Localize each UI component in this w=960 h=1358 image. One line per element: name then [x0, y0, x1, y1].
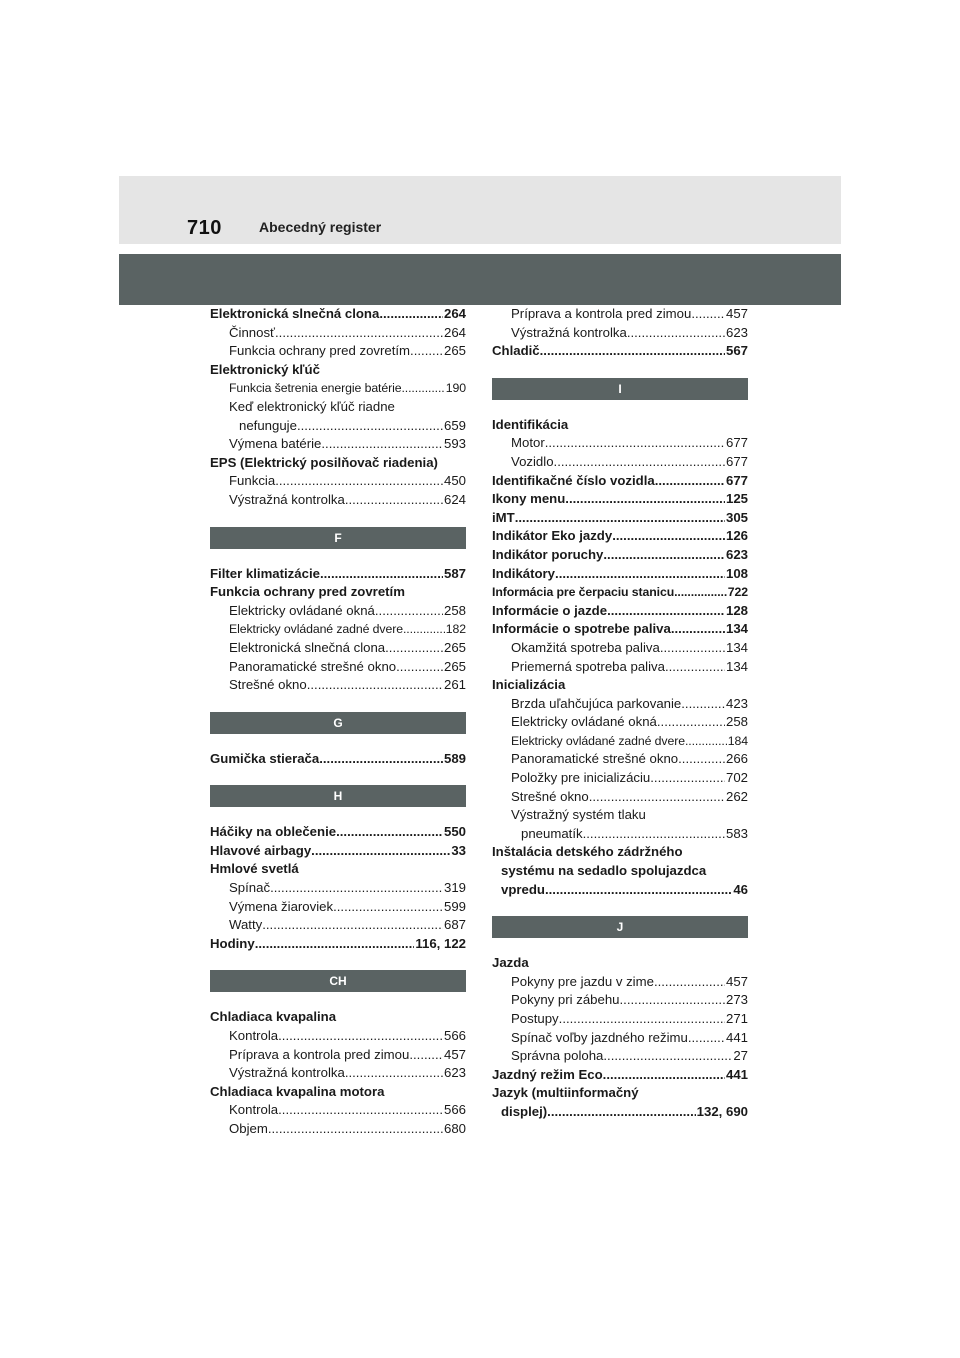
index-entry	[210, 750, 466, 769]
dot-leader	[545, 434, 725, 453]
dot-leader	[589, 788, 725, 807]
entry-label: iMT	[492, 509, 515, 525]
index-entry	[492, 583, 748, 602]
index-entry	[492, 620, 748, 639]
dot-leader	[671, 620, 725, 639]
entry-label: Príprava a kontrola pred zimou	[229, 1046, 410, 1062]
entry-label: Výstražná kontrolka	[511, 324, 627, 340]
index-entry	[210, 417, 466, 436]
entry-page-number: 134	[725, 639, 748, 655]
index-entry	[492, 713, 748, 732]
dot-leader	[345, 491, 443, 510]
entry-label: nefunguje	[239, 417, 297, 433]
entry-label: displej)	[501, 1103, 548, 1119]
section-header: F	[210, 527, 466, 549]
dot-leader	[603, 1047, 732, 1066]
dot-leader	[559, 1010, 725, 1029]
index-entry	[210, 1101, 466, 1120]
index-entry	[210, 324, 466, 343]
index-heading: Jazyk (multiinformačný	[492, 1085, 639, 1101]
entry-label: Elektricky ovládané okná	[229, 602, 375, 618]
entry-label: Panoramatické strešné okno	[229, 658, 397, 674]
entry-page-number: 623	[725, 324, 748, 340]
entry-page-number: 258	[725, 714, 748, 730]
dot-leader	[515, 509, 725, 528]
index-entry	[492, 527, 748, 546]
entry-label: Správna poloha	[511, 1048, 604, 1064]
dot-leader	[278, 1027, 443, 1046]
dot-leader	[333, 898, 443, 917]
entry-label: Výmena žiaroviek	[229, 898, 334, 914]
dot-leader	[688, 1029, 725, 1048]
dot-leader	[385, 639, 443, 658]
index-entry	[210, 1120, 466, 1139]
entry-page-number: 702	[725, 770, 748, 786]
entry-label: Výstražná kontrolka	[229, 1065, 345, 1081]
entry-page-number: 261	[443, 677, 466, 693]
index-entry	[492, 324, 748, 343]
section-header: I	[492, 378, 748, 400]
entry-page-number: 623	[443, 1065, 466, 1081]
index-entry	[492, 788, 748, 807]
entry-page-number: 457	[443, 1046, 466, 1062]
entry-page-number: 262	[725, 788, 748, 804]
index-column-right	[492, 305, 748, 1122]
dot-leader	[401, 379, 444, 398]
entry-page-number: 116, 122	[415, 935, 466, 951]
entry-label: Funkcia	[229, 473, 276, 489]
entry-label: Indikátory	[492, 565, 556, 581]
entry-label: Gumička stierača	[210, 750, 320, 766]
entry-page-number: 599	[443, 898, 466, 914]
index-entry	[492, 881, 748, 900]
entry-page-number: 33	[451, 842, 466, 858]
entry-page-number: 457	[725, 973, 748, 989]
entry-label: Elektronická slnečná clona	[210, 306, 380, 321]
dot-leader	[262, 916, 443, 935]
entry-page-number: 271	[725, 1011, 748, 1026]
index-entry	[492, 565, 748, 584]
index-entry	[492, 769, 748, 788]
index-entry	[210, 602, 466, 621]
entry-label: Informácie o spotrebe paliva	[492, 621, 671, 637]
section-header: G	[210, 712, 466, 734]
index-heading: Chladiaca kvapalina	[210, 1009, 337, 1025]
index-entry	[492, 509, 748, 528]
dot-leader	[665, 658, 725, 677]
entry-page-number: 125	[725, 491, 748, 507]
entry-page-number: 126	[725, 528, 748, 544]
index-entry	[492, 695, 748, 714]
section-header: J	[492, 916, 748, 938]
dot-leader	[321, 435, 443, 454]
entry-label: Pokyny pri zábehu	[511, 992, 620, 1008]
dot-leader	[311, 842, 450, 861]
dot-leader	[650, 769, 725, 788]
index-heading: Elektronický kľúč	[210, 361, 320, 377]
index-entry	[492, 825, 748, 844]
entry-page-number: 623	[725, 546, 748, 562]
entry-page-number: 423	[725, 695, 748, 711]
dot-leader	[547, 1103, 695, 1122]
dot-leader	[270, 879, 443, 898]
entry-label: Výstražná kontrolka	[229, 491, 345, 507]
entry-label: Brzda uľahčujúca parkovanie	[511, 695, 682, 711]
entry-label: Panoramatické strešné okno	[511, 751, 679, 767]
entry-page-number: 273	[725, 992, 748, 1008]
entry-page-number: 264	[443, 324, 466, 340]
entry-page-number: 441	[725, 1066, 748, 1082]
entry-page-number: 441	[725, 1029, 748, 1045]
dot-leader	[275, 324, 443, 343]
entry-label: Položky pre inicializáciu	[511, 770, 651, 786]
index-column-left	[210, 305, 466, 1139]
entry-page-number: 677	[725, 435, 748, 451]
entry-label: Priemerná spotreba paliva	[511, 658, 665, 674]
index-entry	[492, 1010, 748, 1029]
dot-leader	[685, 732, 727, 751]
index-entry	[492, 546, 748, 565]
entry-label: Identifikačné číslo vozidla	[492, 472, 655, 488]
entry-page-number: 182	[445, 622, 466, 637]
entry-label: pneumatík	[521, 825, 583, 841]
entry-page-number: 566	[443, 1028, 466, 1044]
index-entry	[210, 342, 466, 361]
dot-leader	[336, 823, 443, 842]
index-heading: Inštalácia detského zádržného	[492, 844, 683, 860]
index-heading: EPS (Elektrický posilňovač riadenia)	[210, 454, 438, 470]
entry-label: Motor	[511, 435, 545, 451]
index-entry	[492, 434, 748, 453]
index-entry	[492, 658, 748, 677]
entry-label: Indikátor Eko jazdy	[492, 528, 613, 544]
dot-leader	[565, 490, 725, 509]
index-heading: Funkcia ochrany pred zovretím	[210, 584, 405, 600]
dot-leader	[307, 676, 443, 695]
entry-label: Spínač voľby jazdného režimu	[511, 1029, 688, 1045]
index-heading: Inicializácia	[492, 677, 566, 693]
entry-label: Pokyny pre jazdu v zime	[511, 973, 654, 989]
dot-leader	[674, 583, 727, 602]
index-entry	[492, 1029, 748, 1048]
index-entry	[210, 916, 466, 935]
entry-page-number: 184	[727, 733, 748, 748]
dot-leader	[320, 565, 443, 584]
index-entry	[210, 1046, 466, 1065]
section-header: CH	[210, 970, 466, 992]
entry-label: Funkcia šetrenia energie batérie	[229, 381, 402, 396]
dot-leader	[379, 305, 443, 324]
dot-leader	[657, 713, 725, 732]
index-entry	[492, 453, 748, 472]
index-heading: systému na sedadlo spolujazdca	[501, 863, 707, 879]
entry-page-number: 450	[443, 473, 466, 489]
index-entry	[492, 750, 748, 769]
entry-label: Funkcia ochrany pred zovretím	[229, 343, 411, 359]
entry-label: Chladič	[492, 343, 540, 359]
index-heading: Keď elektronický kľúč riadne	[229, 398, 395, 414]
dot-leader	[410, 342, 443, 361]
header-title: Abecedný register	[259, 219, 382, 235]
entry-page-number: 258	[443, 602, 466, 618]
index-entry	[210, 491, 466, 510]
entry-page-number: 108	[725, 565, 748, 581]
entry-label: Watty	[229, 917, 263, 933]
index-heading: Chladiaca kvapalina motora	[210, 1083, 385, 1099]
entry-label: Filter klimatizácie	[210, 565, 320, 581]
entry-page-number: 624	[443, 491, 466, 507]
index-entry	[210, 879, 466, 898]
dot-leader	[681, 695, 725, 714]
section-header: H	[210, 785, 466, 807]
entry-label: Háčiky na oblečenie	[210, 824, 337, 840]
entry-page-number: 550	[443, 824, 466, 840]
entry-page-number: 190	[445, 381, 466, 396]
index-heading: Identifikácia	[492, 416, 569, 432]
dot-leader	[603, 546, 725, 565]
index-entry	[492, 973, 748, 992]
entry-label: Okamžitá spotreba paliva	[511, 639, 660, 655]
entry-page-number: 266	[725, 751, 748, 767]
entry-label: Vozidlo	[511, 453, 554, 469]
entry-label: Informácia pre čerpaciu stanicu	[492, 585, 675, 600]
index-entry	[210, 435, 466, 454]
entry-label: Elektricky ovládané zadné dvere	[511, 733, 685, 748]
index-entry	[492, 1066, 748, 1085]
entry-page-number: 265	[443, 658, 466, 674]
dot-leader	[375, 602, 443, 621]
index-heading: Výstražný systém tlaku	[511, 807, 646, 823]
dot-leader	[555, 565, 725, 584]
header-band	[119, 254, 841, 305]
entry-page-number: 680	[443, 1121, 466, 1136]
index-entry	[492, 1047, 748, 1066]
dot-leader	[660, 639, 725, 658]
index-entry	[210, 1064, 466, 1083]
entry-label: Kontrola	[229, 1102, 279, 1118]
dot-leader	[607, 602, 725, 621]
index-entry	[492, 490, 748, 509]
index-entry	[492, 472, 748, 491]
entry-label: Objem	[229, 1121, 268, 1136]
entry-page-number: 659	[443, 417, 466, 433]
index-entry	[210, 472, 466, 491]
index-entry	[492, 639, 748, 658]
entry-label: Postupy	[511, 1011, 559, 1026]
dot-leader	[345, 1064, 443, 1083]
index-entry	[210, 823, 466, 842]
entry-page-number: 677	[725, 472, 748, 488]
entry-label: Príprava a kontrola pred zimou	[511, 306, 692, 321]
entry-label: Indikátor poruchy	[492, 546, 604, 562]
entry-page-number: 46	[733, 881, 748, 897]
index-entry	[210, 639, 466, 658]
dot-leader	[297, 417, 443, 436]
entry-page-number: 589	[443, 750, 466, 766]
entry-page-number: 587	[443, 565, 466, 581]
entry-page-number: 27	[733, 1048, 748, 1064]
entry-label: Hodiny	[210, 935, 255, 951]
entry-page-number: 567	[725, 343, 748, 359]
entry-label: Činnosť	[229, 324, 275, 340]
entry-label: Ikony menu	[492, 491, 566, 507]
index-entry	[210, 842, 466, 861]
dot-leader	[627, 324, 725, 343]
index-entry	[210, 379, 466, 398]
dot-leader	[545, 881, 732, 900]
page-number: 710	[187, 217, 222, 239]
dot-leader	[403, 620, 445, 639]
index-heading: Hmlové svetlá	[210, 861, 299, 877]
index-entry	[492, 991, 748, 1010]
dot-leader	[612, 527, 725, 546]
entry-page-number: 264	[443, 306, 466, 321]
index-entry	[210, 565, 466, 584]
entry-page-number: 305	[725, 509, 748, 525]
entry-label: Kontrola	[229, 1028, 279, 1044]
index-entry	[210, 898, 466, 917]
entry-page-number: 722	[727, 585, 748, 600]
index-entry	[210, 935, 466, 954]
entry-page-number: 566	[443, 1102, 466, 1118]
entry-label: Spínač	[229, 880, 271, 896]
entry-page-number: 265	[443, 639, 466, 655]
index-entry	[492, 1103, 748, 1122]
entry-label: Elektronická slnečná clona	[229, 639, 386, 655]
entry-page-number: 265	[443, 343, 466, 359]
dot-leader	[268, 1120, 443, 1139]
dot-leader	[654, 973, 725, 992]
dot-leader	[620, 991, 725, 1010]
index-entry	[210, 1027, 466, 1046]
index-entry	[492, 732, 748, 751]
dot-leader	[554, 453, 725, 472]
entry-label: Strešné okno	[229, 677, 307, 693]
entry-label: vpredu	[501, 881, 545, 897]
dot-leader	[678, 750, 725, 769]
entry-page-number: 132, 690	[696, 1103, 748, 1119]
entry-label: Strešné okno	[511, 788, 589, 804]
dot-leader	[540, 342, 725, 361]
entry-label: Výmena batérie	[229, 436, 322, 452]
index-entry	[210, 658, 466, 677]
entry-label: Elektricky ovládané okná	[511, 714, 657, 730]
index-entry	[492, 602, 748, 621]
dot-leader	[603, 1066, 725, 1085]
entry-page-number: 319	[443, 880, 466, 896]
entry-page-number: 687	[443, 917, 466, 933]
dot-leader	[396, 658, 443, 677]
entry-page-number: 677	[725, 453, 748, 469]
index-entry	[210, 305, 466, 324]
index-entry	[210, 620, 466, 639]
entry-page-number: 134	[725, 658, 748, 674]
index-heading: Jazda	[492, 955, 529, 971]
entry-page-number: 457	[725, 306, 748, 321]
dot-leader	[409, 1046, 443, 1065]
dot-leader	[255, 935, 415, 954]
entry-label: Elektricky ovládané zadné dvere	[229, 622, 403, 637]
dot-leader	[278, 1101, 443, 1120]
index-entry	[492, 342, 748, 361]
dot-leader	[275, 472, 443, 491]
entry-label: Hlavové airbagy	[210, 842, 312, 858]
dot-leader	[691, 305, 725, 324]
dot-leader	[319, 750, 443, 769]
entry-page-number: 128	[725, 602, 748, 618]
entry-page-number: 583	[725, 825, 748, 841]
dot-leader	[655, 472, 725, 491]
index-entry	[210, 676, 466, 695]
dot-leader	[583, 825, 725, 844]
page-header	[119, 176, 841, 244]
entry-page-number: 134	[725, 621, 748, 637]
entry-label: Jazdný režim Eco	[492, 1066, 603, 1082]
entry-label: Informácie o jazde	[492, 602, 608, 618]
entry-page-number: 593	[443, 436, 466, 452]
index-entry	[492, 305, 748, 324]
